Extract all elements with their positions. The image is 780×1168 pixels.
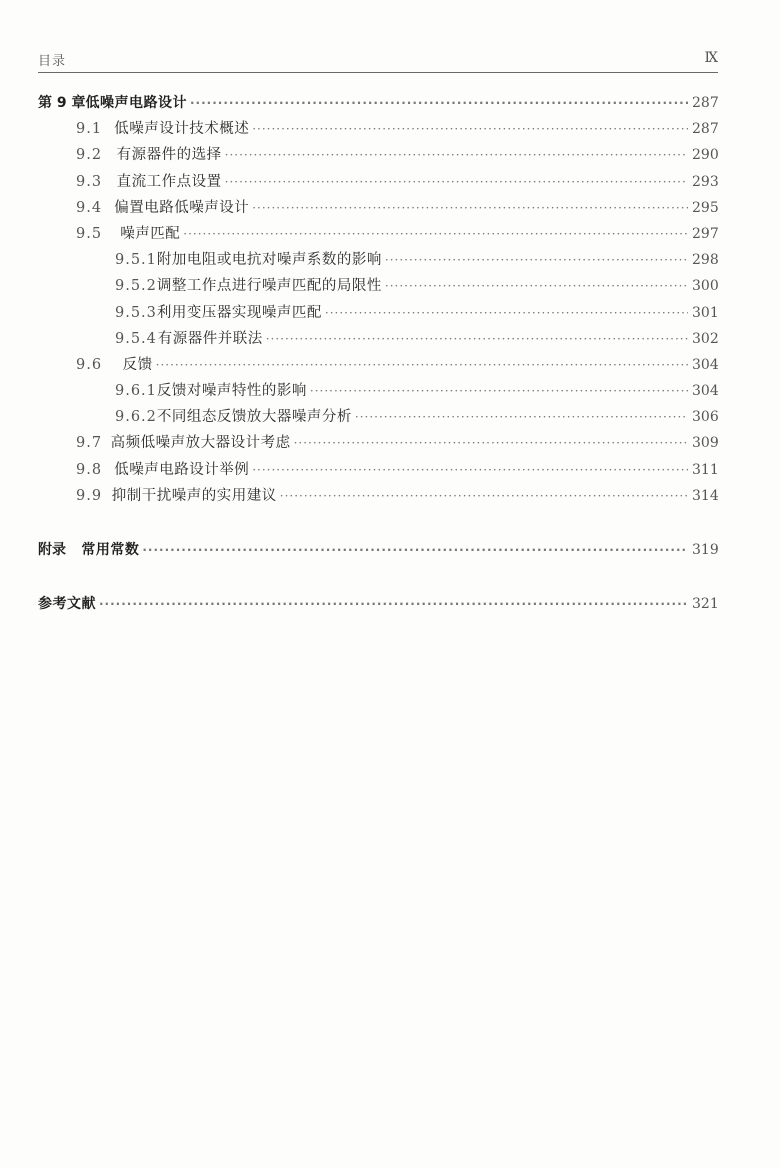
toc-entry-number: 第 9 章 (38, 95, 86, 111)
toc-entry-title: 反馈 (122, 356, 153, 373)
toc-entry[interactable] (38, 326, 718, 352)
running-header (38, 50, 718, 72)
toc-entry-page: 293 (692, 173, 719, 190)
toc-entry[interactable] (38, 352, 718, 378)
toc-entry-title: 附加电阻或电抗对噪声系数的影响 (156, 252, 382, 269)
toc-entry-page: 321 (692, 596, 719, 613)
toc-entry[interactable] (38, 457, 718, 483)
header-section-label: 目录 (38, 54, 67, 69)
toc-entry-title: 有源器件并联法 (157, 330, 263, 347)
toc-entry[interactable] (38, 116, 718, 142)
toc-entry-page: 309 (692, 435, 719, 452)
toc-entry[interactable] (38, 483, 718, 509)
toc-entry-title: 直流工作点设置 (116, 173, 222, 190)
dot-leader (225, 169, 688, 195)
toc-entry-page: 290 (692, 147, 719, 164)
toc-entry-page: 287 (692, 121, 719, 138)
dot-leader (310, 378, 688, 404)
toc-entry-page: 298 (692, 252, 719, 269)
toc-entry-title: 低噪声设计技术概述 (114, 121, 250, 138)
toc-entry-number: 9.6.2 (115, 409, 157, 426)
toc-entry-title: 不同组态反馈放大器噪声分析 (156, 409, 352, 426)
toc-entry-title: 调整工作点进行噪声匹配的局限性 (156, 278, 382, 295)
toc-entry-number: 9.1 (76, 121, 103, 138)
toc-entry[interactable] (38, 90, 718, 116)
header-page-number: Ⅸ (704, 50, 718, 66)
toc-entry[interactable] (38, 142, 718, 168)
table-of-contents (38, 90, 718, 617)
toc-entry-title: 噪声匹配 (120, 225, 181, 242)
toc-entry[interactable] (38, 247, 718, 273)
toc-entry-page: 297 (692, 225, 719, 242)
toc-entry-number: 9.5.1 (115, 252, 157, 269)
toc-entry-appendix[interactable] (38, 537, 718, 563)
dot-leader (252, 457, 688, 483)
dot-leader (252, 116, 688, 142)
toc-entry[interactable] (38, 221, 718, 247)
dot-leader (99, 591, 688, 617)
toc-entry-number: 9.5.2 (115, 278, 157, 295)
toc-entry-number: 9.4 (76, 199, 103, 216)
toc-entry-page: 304 (692, 383, 719, 400)
toc-entry-number: 9.2 (76, 147, 103, 164)
toc-entry-title: 有源器件的选择 (116, 147, 222, 164)
dot-leader (156, 352, 688, 378)
toc-entry-page: 311 (692, 461, 719, 478)
toc-entry-title: 参考文献 (38, 596, 96, 613)
toc-entry-number: 9.6 (76, 356, 103, 373)
toc-entry-title: 利用变压器实现噪声匹配 (156, 304, 322, 321)
toc-entry-number: 9.6.1 (115, 383, 157, 400)
toc-entry-title: 低噪声电路设计 (85, 95, 187, 111)
dot-leader (252, 195, 688, 221)
toc-entry-number: 9.8 (76, 461, 103, 478)
toc-entry-page: 319 (692, 542, 719, 558)
toc-entry[interactable] (38, 430, 718, 456)
dot-leader (325, 300, 688, 326)
toc-entry[interactable] (38, 404, 718, 430)
toc-entry-title: 高频低噪声放大器设计考虑 (110, 435, 291, 452)
toc-entry-page: 301 (692, 304, 719, 321)
dot-leader (385, 247, 688, 273)
toc-entry-title: 反馈对噪声特性的影响 (156, 383, 307, 400)
dot-leader (225, 142, 688, 168)
dot-leader (355, 404, 688, 430)
toc-entry-number: 9.3 (76, 173, 103, 190)
toc-entry-number: 9.5.4 (115, 330, 157, 347)
toc-entry-number: 9.7 (76, 435, 103, 452)
toc-entry-page: 306 (692, 409, 719, 426)
dot-leader (266, 326, 688, 352)
toc-entry-page: 295 (692, 199, 719, 216)
toc-entry-title: 偏置电路低噪声设计 (114, 199, 250, 216)
toc-entry-page: 302 (692, 330, 719, 347)
toc-entry[interactable] (38, 300, 718, 326)
toc-entry-title: 低噪声电路设计举例 (114, 461, 250, 478)
toc-entry[interactable] (38, 273, 718, 299)
toc-entry-references[interactable] (38, 591, 718, 617)
toc-entry-number: 附录 (38, 542, 66, 558)
toc-entry-title: 抑制干扰噪声的实用建议 (111, 487, 277, 504)
header-divider (38, 72, 718, 73)
toc-entry[interactable] (38, 169, 718, 195)
toc-entry-page: 304 (692, 356, 719, 373)
dot-leader (142, 537, 688, 563)
dot-leader (280, 483, 688, 509)
dot-leader (294, 430, 688, 456)
toc-entry-page: 300 (692, 278, 719, 295)
toc-entry[interactable] (38, 195, 718, 221)
toc-entry-page: 287 (692, 95, 719, 111)
dot-leader (183, 221, 688, 247)
toc-entry[interactable] (38, 378, 718, 404)
toc-entry-page: 314 (692, 487, 719, 504)
toc-entry-title: 常用常数 (81, 542, 140, 558)
toc-entry-number: 9.5 (76, 225, 103, 242)
dot-leader (190, 90, 688, 116)
toc-entry-number: 9.5.3 (115, 304, 157, 321)
dot-leader (385, 273, 688, 299)
toc-entry-number: 9.9 (76, 487, 103, 504)
